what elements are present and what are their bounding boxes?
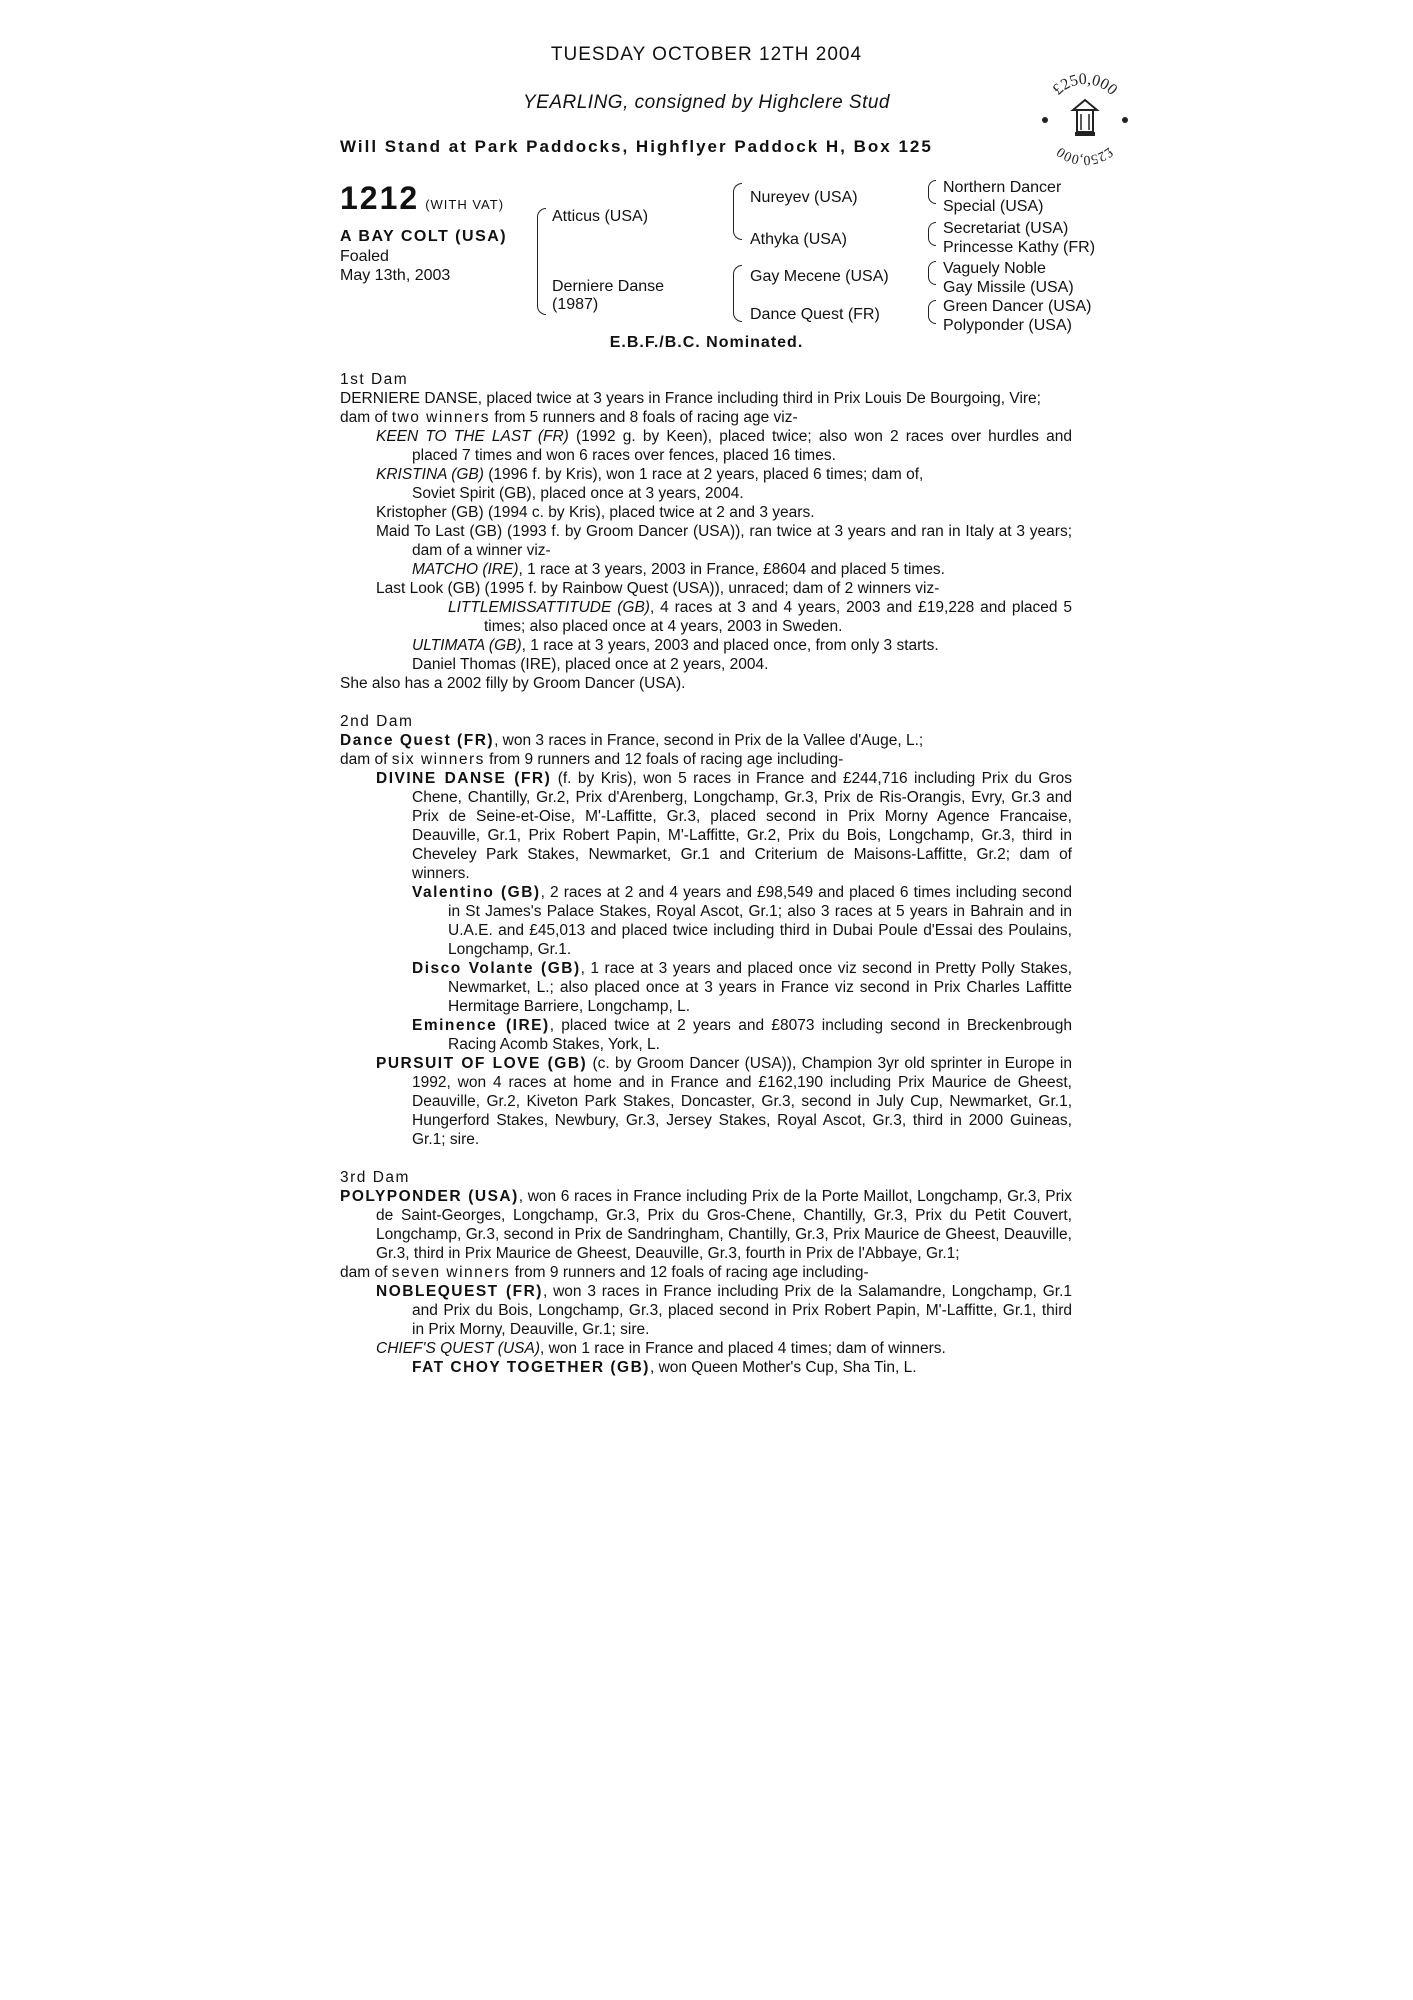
- progeny-entry: [340, 1282, 1072, 1339]
- progeny-text: , won 1 race in France and placed 4 times; dam of winners.: [540, 1340, 946, 1357]
- svg-text:£250,000: [1054, 144, 1115, 167]
- price-badge-icon: [1035, 70, 1135, 170]
- sale-date: TUESDAY OCTOBER 12TH 2004: [550, 44, 863, 65]
- third-dam-intro-text: , won 6 races in France including Prix de la Porte Maillot, Longchamp, Gr.3, Prix de Saint-Georges, Longchamp, Gr.3, Prix du Gros-Chene, Chantilly, Gr.3, Prix du Petit Couvert, Longchamp, Gr.3, second in Prix de Sandringham, Chantilly, Gr.3, Prix Maurice de Gheest, Deauville, Gr.3, third in Prix Maurice de Gheest, Deauville, Gr.3, fourth in Prix de l'Abbaye, Gr.1;: [376, 1188, 1072, 1262]
- progeny-sub-entry: [340, 636, 1072, 655]
- pedigree-g7: Green Dancer (USA): [943, 298, 1092, 315]
- progeny-entry: [340, 769, 1072, 883]
- progeny-name: Eminence (IRE): [412, 1017, 550, 1034]
- pedigree-bracket-g4: [928, 300, 936, 324]
- third-dam-intro: [340, 1187, 1072, 1263]
- pedigree-notes: [340, 370, 1072, 1377]
- progeny-entry: Last Look (GB) (1995 f. by Rainbow Quest (USA)), unraced; dam of 2 winners viz-: [376, 580, 940, 597]
- progeny-entry: [340, 465, 1072, 484]
- pedigree-g2: Special (USA): [943, 198, 1044, 215]
- progeny-name: NOBLEQUEST (FR): [376, 1283, 543, 1300]
- progeny-text: , 1 race at 3 years, 2003 in France, £8604 and placed 5 times.: [518, 561, 945, 578]
- progeny-sub-entry: Soviet Spirit (GB), placed once at 3 years, 2004.: [412, 485, 744, 502]
- second-dam-record: [340, 750, 1072, 769]
- first-dam-record: [340, 408, 1072, 427]
- progeny-name: Disco Volante (GB): [412, 960, 581, 977]
- progeny-name: KRISTINA (GB): [376, 466, 484, 483]
- record-winners: seven winners: [391, 1264, 511, 1281]
- third-dam-name: POLYPONDER (USA): [340, 1188, 519, 1205]
- lot-number: [340, 180, 504, 217]
- third-dam-record: [340, 1263, 1072, 1282]
- pedigree-bracket-sire: [733, 183, 742, 240]
- svg-text:£250,000: [1050, 71, 1121, 99]
- progeny-name: ULTIMATA (GB): [412, 637, 522, 654]
- progeny-text: , won 3 races in France including Prix de la Salamandre, Longchamp, Gr.1 and Prix du Bois, Longchamp, Gr.3, placed second in Prix Robert Papin, M'-Laffitte, Gr.1, third in Prix Morny, Deauville, Gr.1; sire.: [412, 1283, 1072, 1338]
- first-dam-heading: 1st Dam: [340, 371, 409, 388]
- progeny-text: (1992 g. by Keen), placed twice; also won 2 races over hurdles and placed 7 times and won 6 races over fences, placed 16 times.: [412, 428, 1072, 464]
- pedigree-bracket-g3: [928, 261, 936, 285]
- progeny-entry: [340, 1054, 1072, 1149]
- record-winners: two winners: [391, 409, 491, 426]
- badge-text-bottom: £250,000: [1054, 143, 1116, 168]
- third-dam-heading: 3rd Dam: [340, 1169, 410, 1186]
- pedigree-dam-sire: Gay Mecene (USA): [750, 268, 889, 285]
- second-dam-name: Dance Quest (FR): [340, 732, 495, 749]
- consignment-line: YEARLING, consigned by Highclere Stud: [522, 92, 890, 113]
- foaled-label: Foaled: [340, 248, 389, 265]
- foaled-date: May 13th, 2003: [340, 267, 451, 284]
- second-dam-heading: 2nd Dam: [340, 713, 414, 730]
- progeny-text: , placed twice at 2 years and £8073 including second in Breckenbrough Racing Acomb Stakes, York, L.: [448, 1017, 1072, 1053]
- record-post: from 9 runners and 12 foals of racing age including-: [510, 1264, 869, 1281]
- progeny-text: , 4 races at 3 and 4 years, 2003 and £19,228 and placed 5 times; also placed once at 4 years, 2003 in Sweden.: [484, 599, 1073, 635]
- pedigree-sire: Atticus (USA): [552, 208, 649, 225]
- progeny-name: CHIEF'S QUEST (USA): [376, 1340, 540, 1357]
- record-pre: dam of: [340, 1264, 392, 1281]
- stand-location: Will Stand at Park Paddocks, Highflyer Paddock H, Box 125: [340, 137, 933, 156]
- pedigree-dam: [552, 278, 664, 314]
- progeny-text: , 1 race at 3 years and placed once viz second in Pretty Polly Stakes, Newmarket, L.; also placed once at 3 years in France viz second in Prix Charles Laffitte Hermitage Barriere, Longchamp, L.: [448, 960, 1072, 1015]
- progeny-name: MATCHO (IRE): [412, 561, 519, 578]
- foaled-info: [340, 247, 450, 285]
- pedigree-bracket-g1: [928, 180, 936, 204]
- progeny-text: , 1 race at 3 years, 2003 and placed once, from only 3 starts.: [521, 637, 939, 654]
- pedigree-dam-year: (1987): [552, 296, 599, 313]
- pedigree-sire-sire: Nureyev (USA): [750, 189, 858, 206]
- pedigree-g6: Gay Missile (USA): [943, 279, 1074, 296]
- pedigree-bracket-dam: [733, 265, 742, 322]
- progeny-sub-entry: [340, 598, 1072, 636]
- pedigree-sire-dam: Athyka (USA): [750, 231, 847, 248]
- record-pre: dam of: [340, 751, 392, 768]
- lot-number-value: 1212: [340, 180, 420, 216]
- record-post: from 9 runners and 12 foals of racing age including-: [484, 751, 844, 768]
- progeny-text: (f. by Kris), won 5 races in France and £244,716 including Prix du Gros Chene, Chantilly, Gr.2, Prix d'Arenberg, Longchamp, Gr.3, Prix de Ris-Orangis, Evry, Gr.3 and Prix de Seine-et-Oise, M'-Laffitte, Gr.3, placed second in Prix Morny Agence Francaise, Deauville, Gr.1, Prix Robert Papin, M'-Laffitte, Gr.2, Prix du Bois, Longchamp, Gr.3, third in Cheveley Park Stakes, Newmarket, Gr.1 and Criterium de Maisons-Laffitte, Gr.2; dam of winners.: [412, 770, 1072, 882]
- progeny-text: (c. by Groom Dancer (USA)), Champion 3yr old sprinter in Europe in 1992, won 4 races at home and in France and £162,190 including Prix Maurice de Gheest, Deauville, Gr.2, Kiveton Park Stakes, Doncaster, Gr.3, second in July Cup, Newmarket, Gr.1, Hungerford Stakes, Newbury, Gr.3, Jersey Stakes, Royal Ascot, Gr.3, third in 2000 Guineas, Gr.1; sire.: [412, 1055, 1072, 1148]
- progeny-text: , won Queen Mother's Cup, Sha Tin, L.: [649, 1359, 917, 1376]
- record-winners: six winners: [391, 751, 485, 768]
- vat-note: (WITH VAT): [425, 197, 505, 212]
- progeny-name: FAT CHOY TOGETHER (GB): [412, 1359, 650, 1376]
- progeny-name: DIVINE DANSE (FR): [376, 770, 552, 787]
- progeny-name: LITTLEMISSATTITUDE (GB): [448, 599, 650, 616]
- pedigree-dam-name: Derniere Danse: [552, 278, 665, 295]
- pedigree-g5: Vaguely Noble: [943, 260, 1046, 277]
- progeny-sub-entry: [340, 560, 1072, 579]
- progeny-text: (1996 f. by Kris), won 1 race at 2 years, placed 6 times; dam of,: [483, 466, 924, 483]
- first-dam-closing: She also has a 2002 filly by Groom Dancer (USA).: [340, 675, 686, 692]
- record-post: from 5 runners and 8 foals of racing age viz-: [490, 409, 798, 426]
- pedigree-bracket-gen1: [537, 208, 546, 315]
- lot-description: A BAY COLT (USA): [340, 228, 508, 245]
- record-pre: dam of: [340, 409, 392, 426]
- pedigree-g4: Princesse Kathy (FR): [943, 239, 1096, 256]
- progeny-sub-entry: [340, 883, 1072, 959]
- pedigree-g3: Secretariat (USA): [943, 220, 1069, 237]
- progeny-name: Valentino (GB): [412, 884, 541, 901]
- progeny-name: KEEN TO THE LAST (FR): [376, 428, 569, 445]
- progeny-text: , 2 races at 2 and 4 years and £98,549 and placed 6 times including second in St James's Palace Stakes, Royal Ascot, Gr.1; also 3 races at 5 years in Bahrain and in U.A.E. and £45,013 and placed twice including third in Dubai Poule d'Essai des Poulains, Longchamp, Gr.1.: [448, 884, 1072, 958]
- second-dam-intro-text: , won 3 races in France, second in Prix de la Vallee d'Auge, L.;: [494, 732, 924, 749]
- progeny-sub-entry: Daniel Thomas (IRE), placed once at 2 years, 2004.: [412, 656, 769, 673]
- nomination-line: E.B.F./B.C. Nominated.: [609, 334, 804, 351]
- progeny-name: PURSUIT OF LOVE (GB): [376, 1055, 588, 1072]
- pedigree-dam-dam: Dance Quest (FR): [750, 306, 880, 323]
- progeny-sub-entry: [340, 1016, 1072, 1054]
- pedigree-bracket-g2: [928, 222, 936, 246]
- progeny-entry: Kristopher (GB) (1994 c. by Kris), placed twice at 2 and 3 years.: [376, 504, 815, 521]
- progeny-entry: [340, 1339, 1072, 1358]
- progeny-entry: Maid To Last (GB) (1993 f. by Groom Dancer (USA)), ran twice at 3 years and ran in Italy at 3 years; dam of a winner viz-: [376, 523, 1072, 559]
- pedigree-g1: Northern Dancer: [943, 179, 1062, 196]
- first-dam-intro: DERNIERE DANSE, placed twice at 3 years in France including third in Prix Louis De Bourgoing, Vire;: [340, 390, 1041, 407]
- second-dam-intro: [340, 731, 1072, 750]
- badge-text-top: £250,000: [1049, 70, 1121, 99]
- progeny-sub-entry: [340, 959, 1072, 1016]
- pedigree-g8: Polyponder (USA): [943, 317, 1072, 334]
- progeny-sub-entry: [340, 1358, 1072, 1377]
- progeny-entry: [340, 427, 1072, 465]
